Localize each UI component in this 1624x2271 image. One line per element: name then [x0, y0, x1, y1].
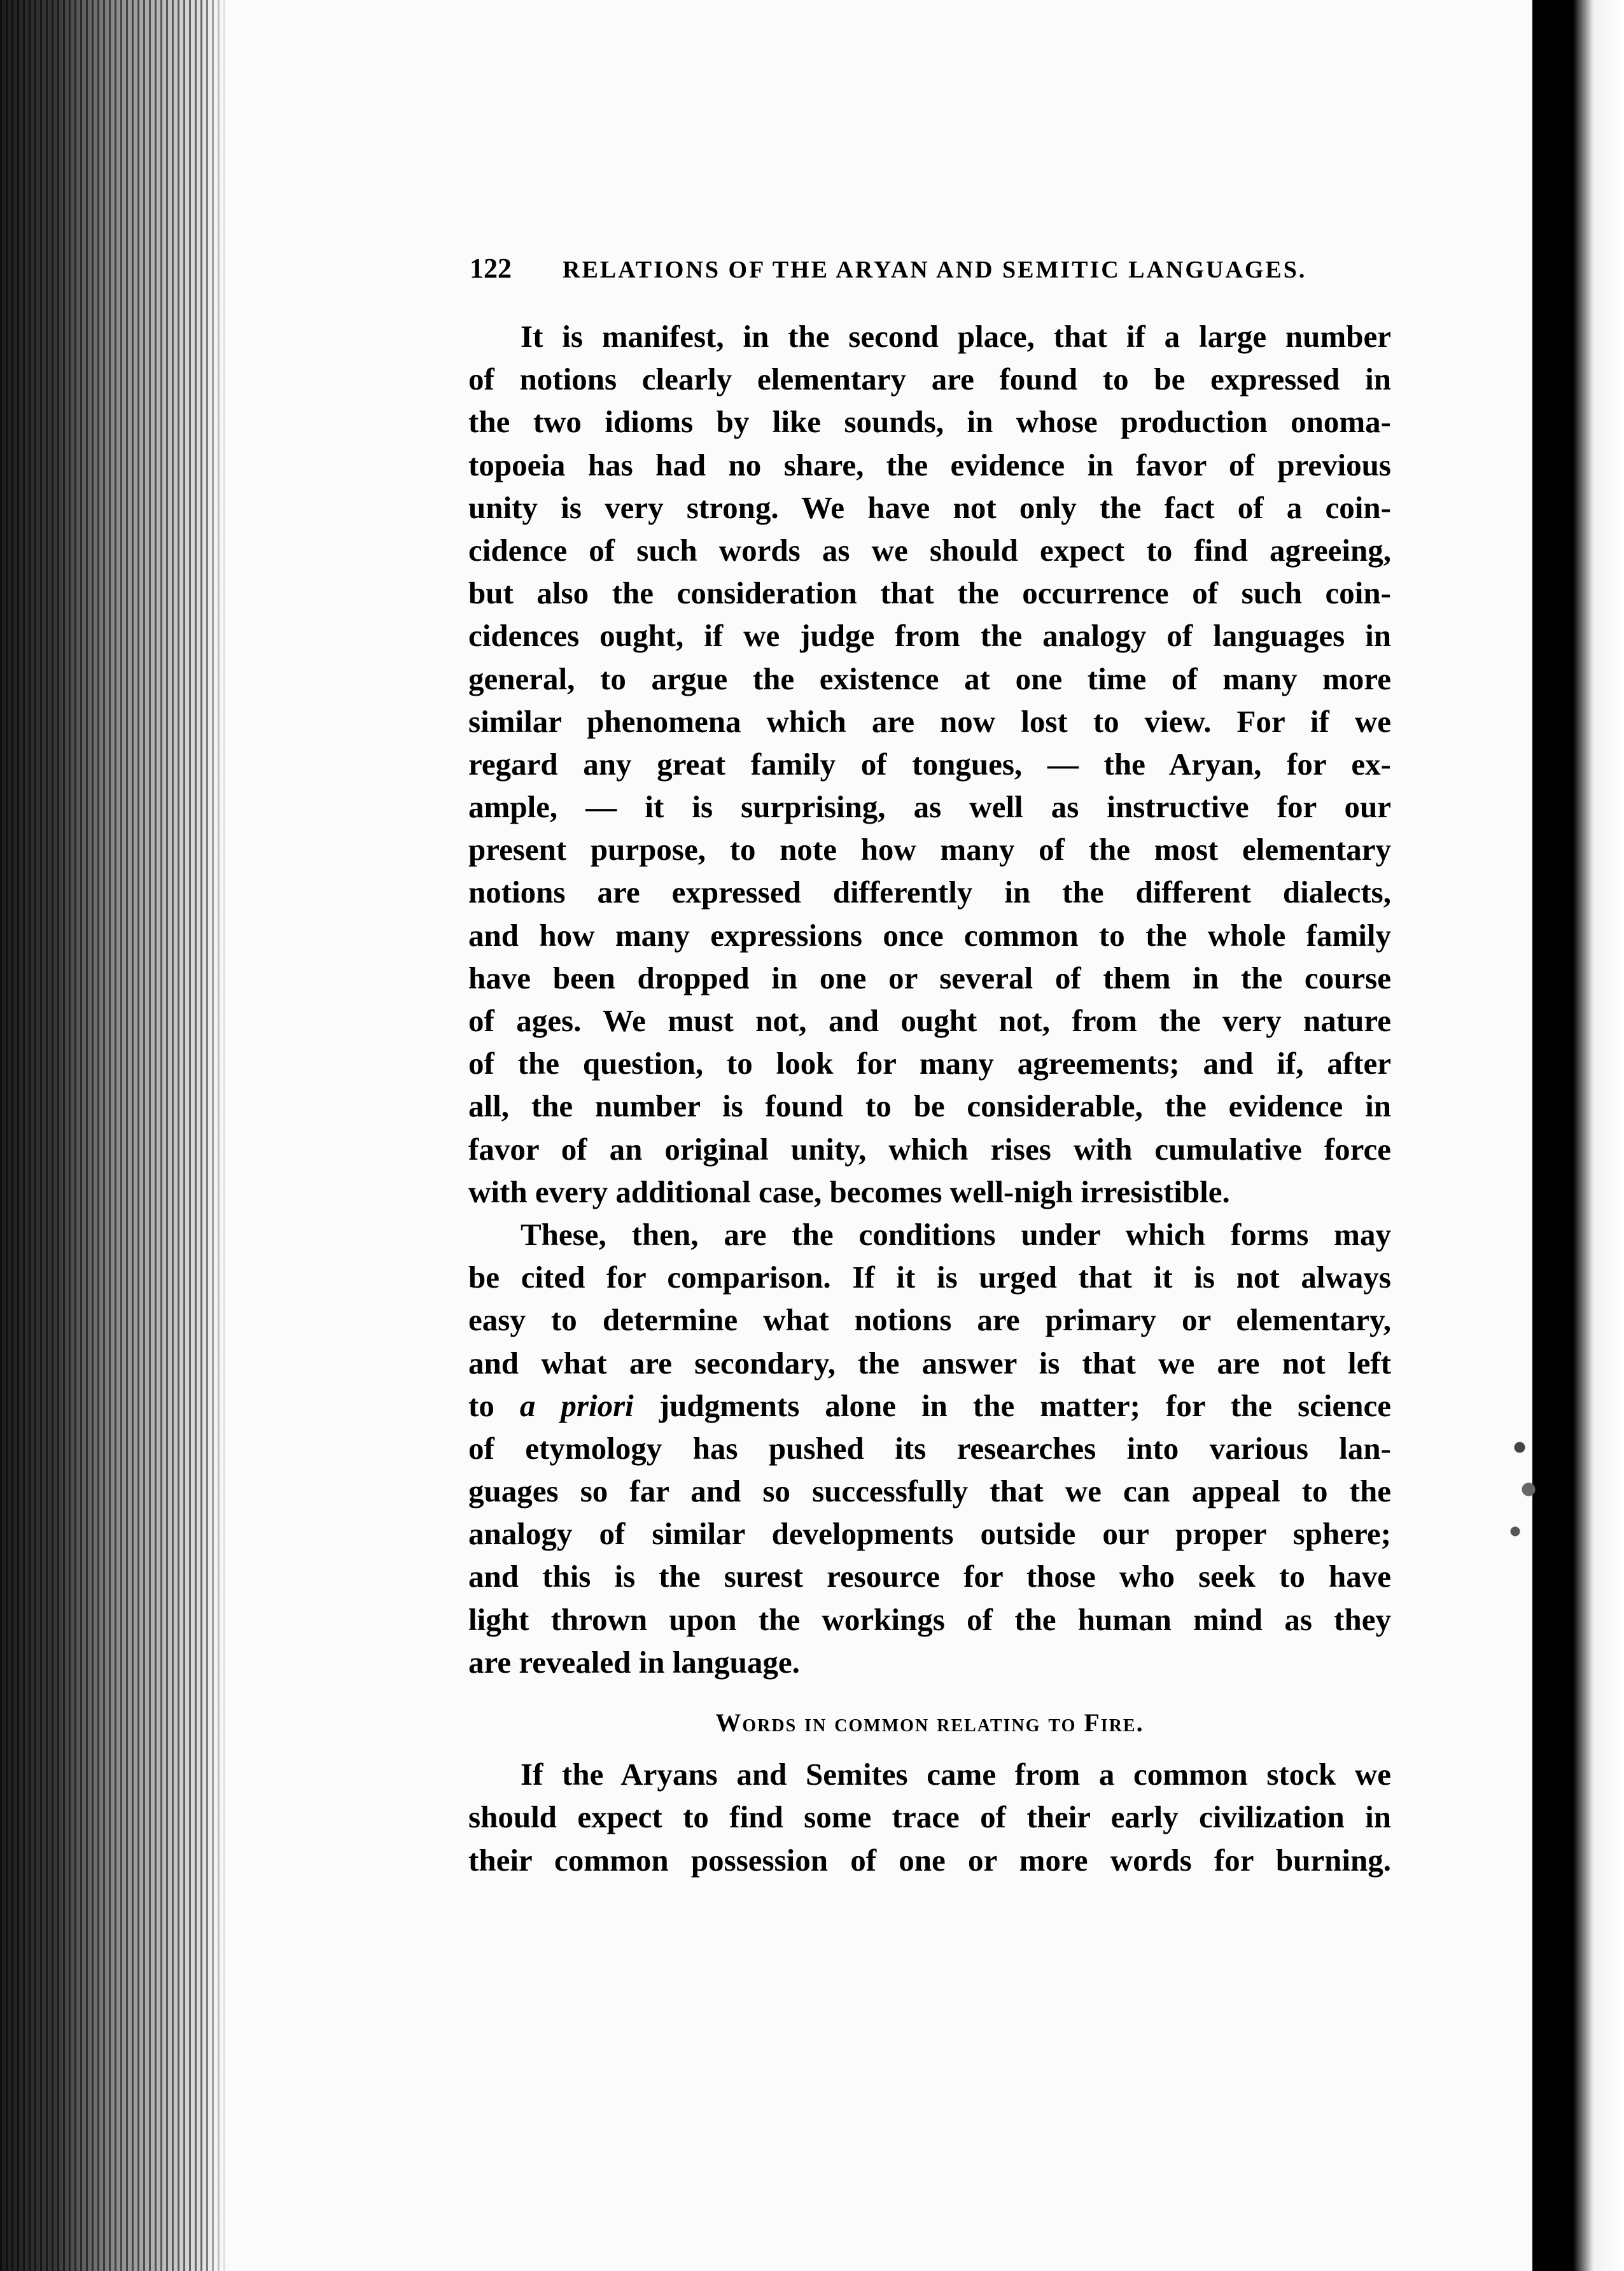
text-line: cidences ought, if we judge from the analogy of languages in — [468, 618, 1391, 654]
text-line: It is manifest, in the second place, that if a large number — [521, 319, 1391, 354]
text-line: of the question, to look for many agreements; and if, after — [468, 1046, 1391, 1081]
italic-phrase: a priori — [519, 1388, 634, 1423]
text-fragment: to — [468, 1388, 520, 1423]
text-line: easy to determine what notions are primary or elementary, — [468, 1302, 1391, 1338]
text-line: present purpose, to note how many of the most elementary — [468, 832, 1391, 868]
text-line: be cited for comparison. If it is urged that it is not always — [468, 1260, 1391, 1295]
text-line: favor of an original unity, which rises with cumulative force — [468, 1131, 1391, 1167]
text-line: of etymology has pushed its researches into various lan- — [468, 1430, 1391, 1466]
text-line: and what are secondary, the answer is that we are not left — [468, 1345, 1391, 1381]
text-line: light thrown upon the workings of the human mind as they — [468, 1601, 1391, 1637]
text-line: notions are expressed differently in the different dialects, — [468, 875, 1391, 910]
page-damage-marks — [1502, 1419, 1546, 1559]
text-line: and how many expressions once common to the whole family — [468, 917, 1391, 953]
text-line: unity is very strong. We have not only the fact of a coin- — [468, 489, 1391, 525]
running-head: RELATIONS OF THE ARYAN AND SEMITIC LANGUAGES. — [563, 257, 1307, 283]
paragraph-1 — [468, 315, 1391, 1213]
text-line: but also the consideration that the occurrence of such coin- — [468, 575, 1391, 611]
text-line: similar phenomena which are now lost to view. For if we — [468, 703, 1391, 739]
text-line: all, the number is found to be considerable, the evidence in — [468, 1088, 1391, 1124]
text-line: ample, — it is surprising, as well as instructive for our — [468, 789, 1391, 825]
page-header — [470, 252, 1373, 290]
next-page-edge — [1573, 0, 1624, 2271]
paragraph-2 — [468, 1213, 1391, 1684]
text-line: of ages. We must not, and ought not, from the very nature — [468, 1003, 1391, 1038]
text-line: are revealed in language. — [468, 1644, 800, 1680]
text-line: guages so far and so successfully that we can appeal to the — [468, 1473, 1391, 1509]
text-line: general, to argue the existence at one time of many more — [468, 661, 1391, 696]
text-line — [468, 1384, 1391, 1427]
page-number: 122 — [470, 253, 512, 284]
text-line: the two idioms by like sounds, in whose production onoma- — [468, 404, 1391, 440]
text-line: topoeia has had no share, the evidence in favor of previous — [468, 447, 1391, 482]
text-line: cidence of such words as we should expect to find agreeing, — [468, 532, 1391, 568]
text-line: of notions clearly elementary are found to be expressed in — [468, 362, 1391, 397]
text-line: their common possession of one or more words for burning. — [468, 1842, 1391, 1878]
text-line: have been dropped in one or several of them in the course — [468, 960, 1391, 995]
text-line: These, then, are the conditions under which forms may — [521, 1216, 1391, 1252]
text-line: regard any great family of tongues, — the Aryan, for ex- — [468, 746, 1391, 782]
book-page-edges — [0, 0, 229, 2271]
text-line: with every additional case, becomes well-nigh irresistible. — [468, 1174, 1230, 1209]
text-fragment: judgments alone in the matter; for the science — [633, 1388, 1391, 1423]
text-line: analogy of similar developments outside our proper sphere; — [468, 1516, 1391, 1552]
paragraph-3 — [468, 1753, 1391, 1881]
body-text — [468, 315, 1391, 1881]
section-heading: Words in common relating to Fire. — [715, 1708, 1144, 1737]
text-line: If the Aryans and Semites came from a common stock we — [521, 1757, 1391, 1792]
text-line: and this is the surest resource for those who seek to have — [468, 1559, 1391, 1594]
text-line: should expect to find some trace of their early civilization in — [468, 1799, 1391, 1835]
